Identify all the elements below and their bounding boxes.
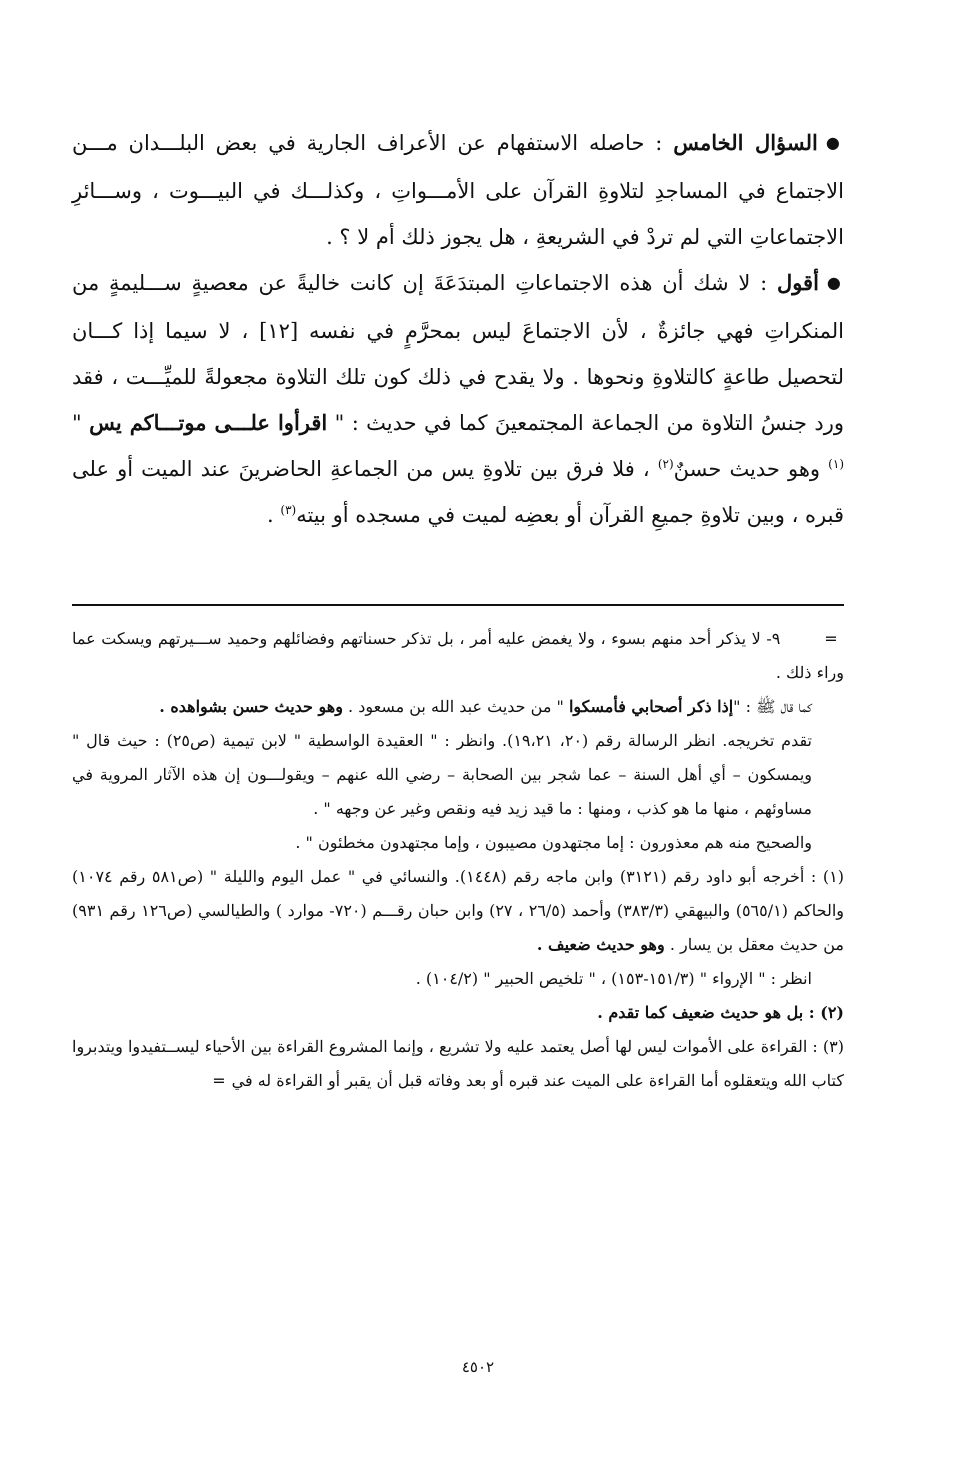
footnote-1-text: : أخرجه أبو داود رقم (٣١٢١) وابن ماجه رقم (١٤٤٨). والنسائي في " عمل اليوم والليلة " (ص٥٨١ رقم ١٠٧٤) والحاكم (٥٦٥/١) والبيهقي (٣٨٣/٣) وأحمد (٢٦/٥ ، ٢٧) وابن حبان رقـــم (٧٢٠- موارد ) والطيالسي (ص١٢٦ رقم ٩٣١) من حديث معقل بن يسار . xyxy=(72,867,844,954)
note-qala-pre: كما قال ﷺ : " xyxy=(733,697,812,716)
note-qala-bold: إذا ذكر أصحابي فأمسكوا xyxy=(568,697,734,716)
question-label: السؤال الخامس xyxy=(673,130,818,155)
footnote-2-number: (٢) xyxy=(820,1003,844,1022)
note-taqaddam: تقدم تخريجه. انظر الرسالة رقم (٢٠، ١٩،٢١). وانظر : " العقيدة الواسطية " لابن تيمية (ص٢٥) : حيث قال " ويمسكون – أي أهل السنة – عما شجر بين الصحابة – رضي الله عنهم – ويقولـــون إن هذه الآثار المروية في مساوئهم ، منها ما هو كذب ، ومنها : ما قيد زيد فيه ونقص وغير عن وجهه " . xyxy=(72,731,813,818)
continuation-mark: = xyxy=(824,629,838,648)
note-hadith-amsiku xyxy=(72,690,844,724)
continuation-mark-end: = xyxy=(212,1071,226,1090)
answer-text-2: " xyxy=(72,411,82,435)
answer-text-1: : لا شك أن هذه الاجتماعاتِ المبتدَعَةَ إن كانت خاليةً عن معصيةٍ ســـليمةٍ من المنكراتِ فهي جائزةٌ ، لأن الاجتماعَ ليس بمحرَّمٍ في نفسه [١٢] ، لا سيما إذا كـــان لتحصيل طاعةٍ كالتلاوةِ ونحوها . ولا يقدح في ذلك كون تلك التلاوة مجعولةً للميِّـــت ، فقد ورد جنسُ التلاوة من الجماعة المجتمعينَ كما في حديث : " xyxy=(72,271,844,435)
footnote-3-text: : القراءة على الأموات ليس لها أصل يعتمد عليه ولا تشريع ، وإنما المشروع القراءة بين الأحياء ليســتفيدوا ويتدبروا كتاب الله ويتعقلوه أما القراءة على الميت عند قبره أو بعد وفاته قبل أن يقبر أو القراءة له في xyxy=(72,1037,844,1090)
footnote-ref-2[interactable]: (٢) xyxy=(657,457,674,471)
bullet-icon: ● xyxy=(825,133,845,152)
answer-paragraph xyxy=(72,260,844,538)
question-paragraph xyxy=(72,120,844,260)
answer-text-5: . xyxy=(267,503,281,527)
footnote-1-number: (١) xyxy=(822,867,844,886)
note-sahih: والصحيح منه هم معذورون : إما مجتهدون مصيبون ، وإما مجتهدون مخطئون " . xyxy=(295,833,812,852)
footnote-3-number: (٣) xyxy=(822,1037,844,1056)
footnote-ref-1[interactable]: (١) xyxy=(828,457,844,471)
footnote-1-see: انظر : " الإرواء " (١٥١/٣-١٥٣) ، " تلخيص الحبير " (١٠٤/٢) . xyxy=(415,969,812,988)
footnote-2-text: : بل هو حديث ضعيف كما تقدم . xyxy=(597,1003,821,1022)
footnote-1 xyxy=(72,860,844,962)
answer-text-4: ، فلا فرق بين تلاوةِ يس من الجماعةِ الحاضرينَ عند الميت أو على قبره ، وبين تلاوةِ جميعِ القرآن أو بعضِه لميت في مسجده أو بيته xyxy=(72,457,844,527)
footnote-2 xyxy=(72,996,844,1030)
footnote-ref-3[interactable]: (٣) xyxy=(280,503,297,517)
footnote-divider xyxy=(72,604,844,606)
page-number: ٤٥٠٢ xyxy=(461,1358,495,1376)
footnote-3 xyxy=(72,1030,844,1098)
note-9-text: ٩- لا يذكر أحد منهم بسوء ، ولا يغمض عليه أمر ، بل تذكر حسناتهم وفضائلهم وحميد ســـيرتهم ويسكت عما وراء ذلك . xyxy=(72,629,844,682)
main-text xyxy=(72,120,844,538)
question-text: : حاصله الاستفهام عن الأعراف الجارية في بعض البلـــدان مـــن الاجتماع في المساجدِ لتلاوةِ القرآن على الأمـــواتِ ، وكذلـــك في البيـــوت ، وســـائرِ الاجتماعاتِ التي لم تردْ في الشريعةِ ، هل يجوز ذلك أم لا ؟ . xyxy=(72,131,844,249)
answer-text-3: وهو حديث حسنٌ xyxy=(673,457,829,481)
answer-label: أقول xyxy=(776,270,819,295)
note-qala-grade: وهو حديث حسن بشواهده . xyxy=(159,697,343,716)
note-qala-mid: " من حديث عبد الله بن مسعود . xyxy=(348,697,564,716)
footnotes xyxy=(72,622,844,1098)
footnote-1-grade: وهو حديث ضعيف . xyxy=(536,935,665,954)
bullet-icon: ● xyxy=(826,273,844,292)
continued-note-9 xyxy=(72,622,844,690)
hadith-quote: اقرأوا علـــى موتـــاكم يس xyxy=(89,410,328,435)
